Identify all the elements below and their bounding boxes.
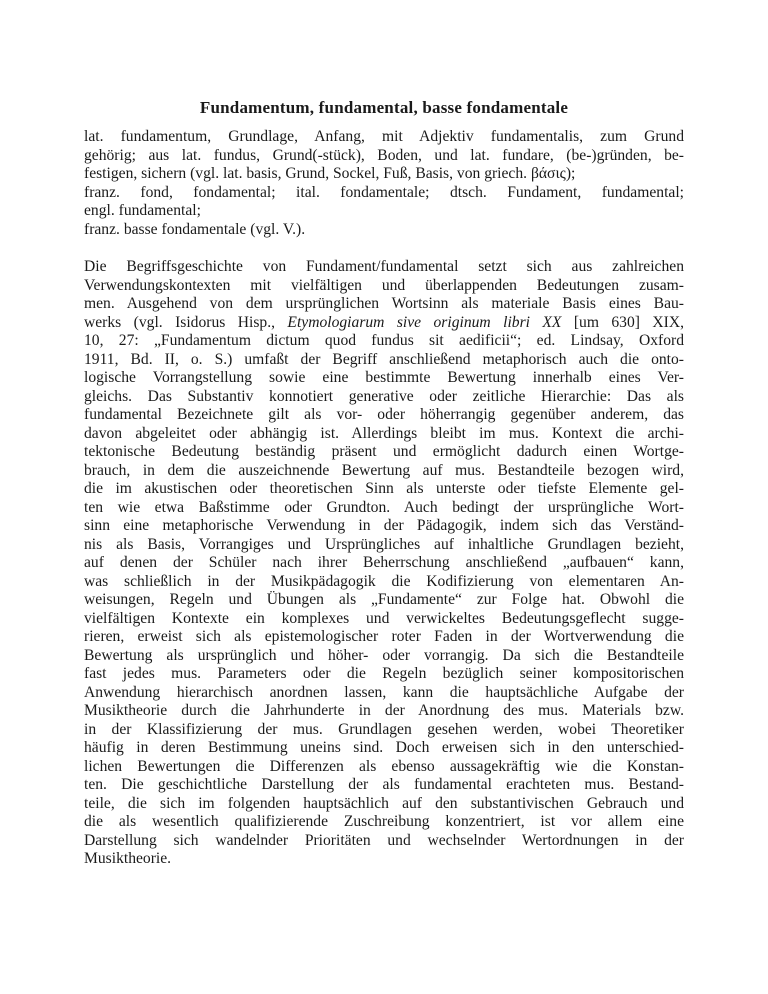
text-run: lat. fundamentum, Grundlage, Anfang, mit Adjektiv fundamentalis, zum Grund — [84, 128, 684, 145]
text-line — [84, 425, 684, 444]
text-line — [84, 517, 684, 536]
text-line — [84, 277, 684, 296]
text-run: vielfältigen Kontexte ein komplexes und verwickeltes Bedeutungsgeflecht sugge- — [84, 609, 684, 627]
page-title: Fundamentum, fundamental, basse fondamentale — [199, 98, 569, 117]
text-run: Anwendung hierarchisch anordnen lassen, kann die hauptsächliche Aufgabe der — [84, 683, 684, 701]
text-run: die als wesentlich qualifizierende Zuschreibung konzentriert, ist vor allem eine — [84, 813, 684, 830]
text-line — [84, 147, 684, 166]
text-line — [84, 850, 684, 869]
text-run: ten. Die geschichtliche Darstellung der als fundamental erachteten mus. Bestand- — [84, 776, 684, 793]
text-line — [84, 758, 684, 777]
text-run: Bewertung als ursprünglich und höher- oder vorrangig. Da sich die Bestandteile — [84, 646, 684, 664]
text-run: Die Begriffsgeschichte von Fundament/fundamental setzt sich aus zahlreichen — [84, 258, 684, 275]
text-run: 1911, Bd. II, o. S.) umfaßt der Begriff anschließend metaphorisch auch die onto- — [84, 350, 684, 368]
text-run: was schließlich in der Musikpädagogik die Kodifizierung von elementaren An- — [84, 572, 684, 590]
text-line — [84, 813, 684, 832]
text-line — [84, 165, 684, 184]
text-line — [84, 684, 684, 703]
text-run: gehörig; aus lat. fundus, Grund(-stück), Boden, und lat. fundare, (be-)gründen, be- — [84, 146, 684, 164]
text-run: weisungen, Regeln und Übungen als „Fundamente“ zur Folge hat. Obwohl die — [84, 591, 684, 608]
text-line — [84, 665, 684, 684]
text-run: die im akustischen oder theoretischen Sinn als unterste oder tiefste Elemente gel- — [84, 480, 684, 497]
text-line — [84, 184, 684, 203]
text-run: rieren, erweist sich als epistemologischer roter Faden in der Wortverwendung die — [84, 628, 684, 645]
text-line — [84, 295, 684, 314]
text-run: fast jedes mus. Parameters oder die Regeln bezüglich seiner kompositorischen — [84, 665, 684, 682]
text-line — [84, 443, 684, 462]
text-line — [84, 832, 684, 851]
text-line — [84, 351, 684, 370]
text-run: engl. fundamental; — [84, 202, 201, 219]
text-line — [84, 776, 684, 795]
text-line — [84, 647, 684, 666]
text-run: Darstellung sich wandelnder Prioritäten und wechselnder Wertordnungen in der — [84, 831, 684, 849]
text-line — [84, 536, 684, 555]
text-line — [84, 314, 684, 333]
text-line — [84, 795, 684, 814]
text-run: franz. basse fondamentale (vgl. V.). — [84, 220, 306, 238]
text-run: davon abgeleitet oder abhängig ist. Allerdings bleibt im mus. Kontext die archi- — [84, 424, 684, 442]
text-run: Musiktheorie. — [84, 850, 172, 867]
text-run: logische Vorrangstellung sowie eine bestimmte Bewertung innerhalb eines Ver- — [84, 369, 684, 386]
text-line — [84, 332, 684, 351]
text-line — [84, 369, 684, 388]
etymology-paragraph — [84, 128, 684, 239]
text-run: werks (vgl. Isidorus Hisp., — [84, 313, 288, 331]
italic-citation-text: Etymologiarum sive originum libri XX — [287, 313, 562, 331]
text-run: teile, die sich im folgenden hauptsächlich auf den substantivischen Gebrauch und — [84, 794, 684, 812]
text-run: brauch, in dem die auszeichnende Bewertung auf mus. Bestandteile bezogen wird, — [84, 461, 684, 479]
text-run: nis als Basis, Vorrangiges und Ursprüngliches auf inhaltliche Grundlagen bezieht, — [84, 535, 684, 553]
text-line — [84, 128, 684, 147]
text-line — [84, 739, 684, 758]
text-run: ten wie etwa Baßstimme oder Grundton. Auch bedingt der ursprüngliche Wort- — [84, 498, 684, 516]
text-run: 10, 27: „Fundamentum dictum quod fundus sit aedificii“; ed. Lindsay, Oxford — [84, 332, 684, 349]
text-run: sinn eine metaphorische Verwendung in der Pädagogik, indem sich das Verständ- — [84, 517, 684, 534]
text-run: lichen Bewertungen die Differenzen als ebenso aussagekräftig wie die Konstan- — [84, 757, 684, 775]
text-run: häufig in deren Bestimmung uneins sind. Doch erweisen sich in den unterschied- — [84, 739, 684, 756]
text-run: franz. fond, fondamental; ital. fondamentale; dtsch. Fundament, fundamental; — [84, 183, 684, 201]
text-line — [84, 610, 684, 629]
text-line — [84, 221, 684, 240]
text-line — [84, 388, 684, 407]
text-line — [84, 202, 684, 221]
text-run: Musiktheorie durch die Jahrhunderte in der Anordnung des mus. Materials bzw. — [84, 702, 684, 719]
text-run: fundamental Bezeichnete gilt als vor- oder höherrangig gegenüber anderem, das — [84, 406, 684, 423]
text-line — [84, 554, 684, 573]
text-line — [84, 721, 684, 740]
text-line — [84, 480, 684, 499]
text-run: gleichs. Das Substantiv konnotiert generative oder zeitliche Hierarchie: Das als — [84, 387, 684, 405]
text-run: festigen, sichern (vgl. lat. basis, Grund, Sockel, Fuß, Basis, von griech. βάσις); — [84, 165, 576, 182]
text-line — [84, 702, 684, 721]
text-run: tektonische Bedeutung beständig präsent und ermöglicht dadurch einen Wortge- — [84, 443, 684, 460]
text-run: Verwendungskontexten mit vielfältigen und überlappenden Bedeutungen zusam- — [84, 276, 684, 294]
text-line — [84, 258, 684, 277]
text-line — [84, 462, 684, 481]
text-run: [um 630] XIX, — [561, 313, 684, 331]
text-run: men. Ausgehend von dem ursprünglichen Wortsinn als materiale Basis eines Bau- — [84, 295, 684, 312]
text-line — [84, 499, 684, 518]
text-line — [84, 573, 684, 592]
text-line — [84, 406, 684, 425]
main-paragraph — [84, 258, 684, 869]
text-run: auf denen der Schüler nach ihrer Beherrschung anschließend „aufbauen“ kann, — [84, 554, 684, 571]
text-line — [84, 628, 684, 647]
text-run: in der Klassifizierung der mus. Grundlagen gesehen werden, wobei Theoretiker — [84, 720, 684, 738]
text-line — [84, 591, 684, 610]
